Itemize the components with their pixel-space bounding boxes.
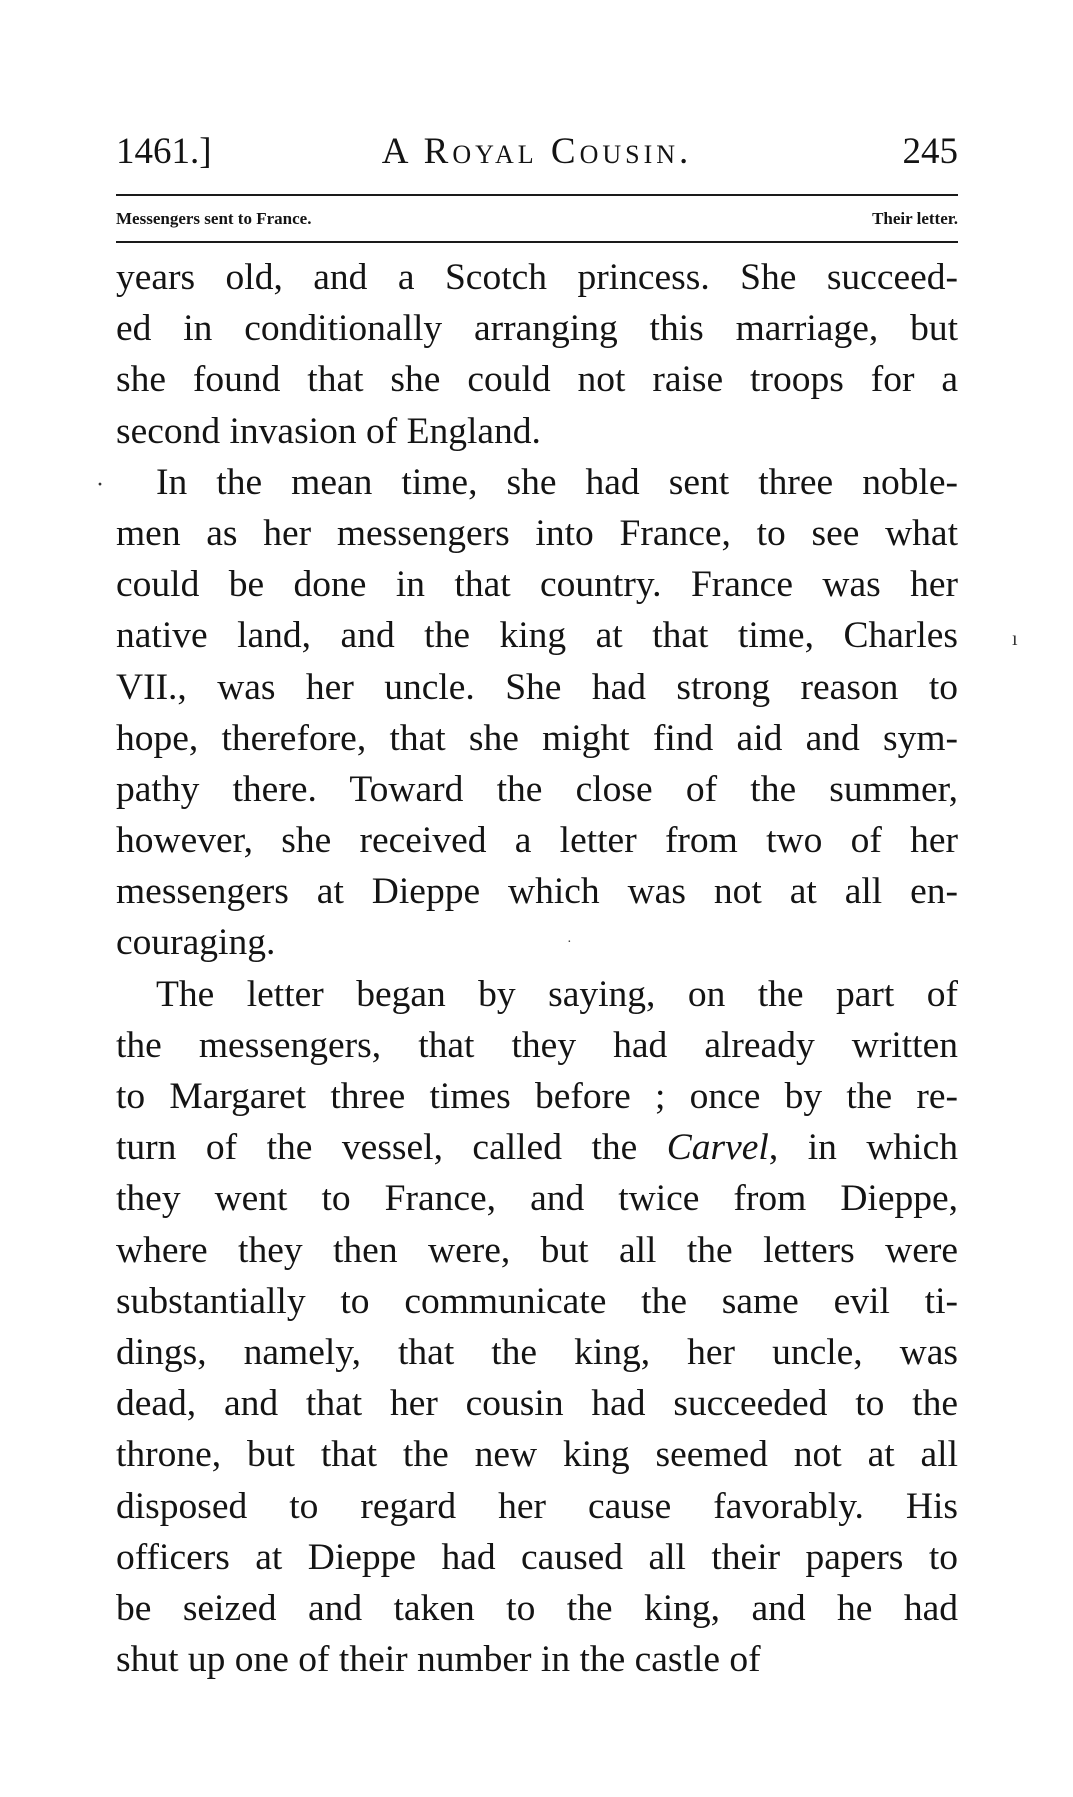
side-note-left: Messengers sent to France.	[116, 209, 312, 228]
paragraph	[116, 252, 958, 457]
text-line: dings, namely, that the king, her uncle, was	[116, 1331, 958, 1373]
text-line: she found that she could not raise troops for a	[116, 359, 958, 401]
text-line: The letter began by saying, on the part of	[156, 973, 958, 1015]
text-line: second invasion of England.	[116, 410, 541, 452]
text-line: however, she received a letter from two of her	[116, 820, 958, 862]
text-line: native land, and the king at that time, Charles	[116, 615, 958, 657]
side-notes	[116, 204, 958, 234]
text-line: substantially to communicate the same evil ti-	[116, 1280, 958, 1322]
text-line: they went to France, and twice from Dieppe,	[116, 1178, 958, 1220]
side-note-right: Their letter.	[872, 209, 958, 228]
text-line: to Margaret three times before ; once by the re-	[116, 1076, 958, 1117]
text-line: shut up one of their number in the castle of	[116, 1639, 761, 1681]
text-line: turn of the vessel, called the Carvel, in which	[116, 1127, 958, 1169]
text-line: dead, and that her cousin had succeeded to the	[116, 1383, 958, 1425]
body-text	[116, 252, 958, 1685]
text-line: officers at Dieppe had caused all their papers to	[116, 1536, 958, 1578]
text-line: hope, therefore, that she might find aid and sym-	[116, 717, 958, 759]
text-line: could be done in that country. France was her	[116, 564, 958, 606]
running-head-title: A Royal Cousin.	[381, 131, 693, 172]
page-number: 245	[902, 131, 958, 172]
paragraph	[116, 457, 958, 969]
text-line: VII., was her uncle. She had strong reason to	[116, 666, 958, 708]
paragraph	[116, 969, 958, 1686]
text-line: throne, but that the new king seemed not at all	[116, 1434, 958, 1476]
ship-name: Carvel	[666, 1127, 769, 1169]
margin-dot-left: ·	[96, 472, 104, 498]
text-line: the messengers, that they had already written	[116, 1024, 958, 1066]
text-line: disposed to regard her cause favorably. His	[116, 1485, 958, 1527]
margin-tick-right: ı	[1012, 628, 1018, 650]
text-line: In the mean time, she had sent three noble-	[156, 461, 958, 503]
text-line: ed in conditionally arranging this marriage, but	[116, 308, 958, 350]
stray-dot: ·	[567, 935, 572, 950]
text-line: years old, and a Scotch princess. She succeed-	[116, 257, 958, 298]
text-line: men as her messengers into France, to see what	[116, 512, 958, 554]
header-rule-bottom	[116, 241, 958, 243]
text-line: be seized and taken to the king, and he had	[116, 1587, 958, 1629]
text-line: couraging.	[116, 922, 276, 964]
text-line: messengers at Dieppe which was not at all en-	[116, 871, 958, 913]
running-head	[116, 128, 958, 176]
header-rule-top	[116, 194, 958, 196]
running-head-year: 1461.]	[116, 131, 212, 172]
text-line: where they then were, but all the letters were	[116, 1229, 958, 1271]
text-line: pathy there. Toward the close of the summer,	[116, 768, 958, 810]
